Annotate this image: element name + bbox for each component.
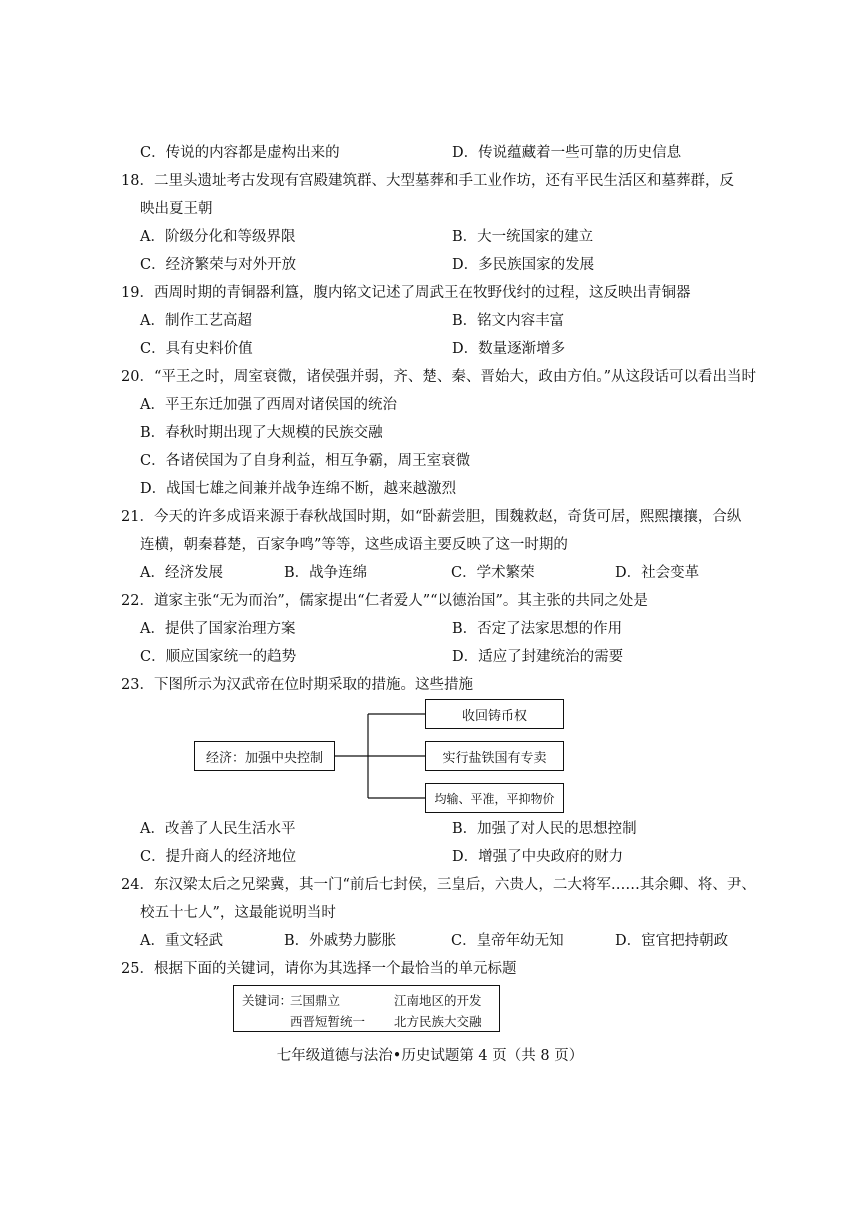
q24-option-d: D．宦官把持朝政: [615, 933, 729, 949]
q22-stem: 22．道家主张“无为而治”，儒家提出“仁者爱人”“以德治国”。其主张的共同之处是: [121, 593, 648, 609]
q23-diagram-branch-3: 均输、平准，平抑物价: [425, 783, 564, 813]
q23-diagram-branch-1: 收回铸币权: [425, 699, 564, 729]
q25-keywords-box: [233, 985, 500, 1032]
q20-option-d: D．战国七雄之间兼并战争连绵不断，越来越激烈: [140, 481, 457, 497]
q18-option-a: A．阶级分化和等级界限: [140, 229, 296, 245]
q23-diagram-branch-2: 实行盐铁国有专卖: [425, 741, 564, 771]
q18-option-b: B．大一统国家的建立: [452, 229, 594, 245]
q19-option-b: B．铭文内容丰富: [452, 313, 565, 329]
q25-keywords-label: 关键词：: [242, 993, 293, 1008]
q18-option-c: C．经济繁荣与对外开放: [140, 257, 297, 273]
q24-option-b: B．外戚势力膨胀: [284, 933, 397, 949]
q24-stem-line-2: 校五十七人”，这最能说明当时: [140, 905, 336, 921]
q18-stem-line-1: 18．二里头遗址考古发现有宫殿建筑群、大型墓葬和手工业作坊，还有平民生活区和墓葬群，反: [121, 173, 734, 189]
q22-option-c: C．顺应国家统一的趋势: [140, 649, 297, 665]
q25-keyword-1: 三国鼎立: [290, 993, 341, 1008]
q18-stem-line-2: 映出夏王朝: [140, 201, 213, 217]
q23-option-c: C．提升商人的经济地位: [140, 849, 297, 865]
q20-option-b: B．春秋时期出现了大规模的民族交融: [140, 425, 383, 441]
q22-option-a: A．提供了国家治理方案: [140, 621, 296, 637]
q24-option-c: C．皇帝年幼无知: [451, 933, 564, 949]
q25-keyword-3: 西晋短暂统一: [290, 1014, 366, 1029]
q23-option-b: B．加强了对人民的思想控制: [452, 821, 637, 837]
q18-option-d: D．多民族国家的发展: [452, 257, 595, 273]
q20-option-c: C．各诸侯国为了自身利益，相互争霸，周王室衰微: [140, 453, 471, 469]
q23-stem: 23．下图所示为汉武帝在位时期采取的措施。这些措施: [121, 677, 473, 693]
q25-keyword-2: 江南地区的开发: [394, 993, 482, 1008]
q21-stem-line-1: 21．今天的许多成语来源于春秋战国时期，如“卧薪尝胆，围魏救赵，奇货可居，熙熙攘攘，合纵: [121, 509, 742, 525]
q21-option-c: C．学术繁荣: [451, 565, 535, 581]
q20-option-a: A．平王东迁加强了西周对诸侯国的统治: [140, 397, 397, 413]
q21-option-b: B．战争连绵: [284, 565, 368, 581]
q24-stem-line-1: 24．东汉梁太后之兄梁冀，其一门“前后七封侯，三皇后，六贵人，二大将军……其余卿、将、尹、: [121, 877, 756, 893]
q19-option-c: C．具有史料价值: [140, 341, 253, 357]
q21-stem-line-2: 连横，朝秦暮楚，百家争鸣”等等，这些成语主要反映了这一时期的: [140, 537, 568, 553]
q19-option-a: A．制作工艺高超: [140, 313, 252, 329]
q22-option-d: D．适应了封建统治的需要: [452, 649, 624, 665]
q17-option-c: C．传说的内容都是虚构出来的: [140, 145, 340, 161]
q23-option-d: D．增强了中央政府的财力: [452, 849, 624, 865]
q23-option-a: A．改善了人民生活水平: [140, 821, 296, 837]
q20-stem: 20．“平王之时，周室衰微，诸侯强并弱，齐、楚、秦、晋始大，政由方伯。”从这段话可以看出当时: [121, 369, 757, 385]
q21-option-d: D．社会变革: [615, 565, 700, 581]
page-footer: 七年级道德与法治•历史试题第 4 页（共 8 页）: [276, 1048, 584, 1064]
q22-option-b: B．否定了法家思想的作用: [452, 621, 623, 637]
q25-keyword-4: 北方民族大交融: [394, 1014, 482, 1029]
q24-option-a: A．重文轻武: [140, 933, 223, 949]
q19-stem: 19．西周时期的青铜器利簋，腹内铭文记述了周武王在牧野伐纣的过程，这反映出青铜器: [121, 285, 691, 301]
q25-stem: 25．根据下面的关键词，请你为其选择一个最恰当的单元标题: [121, 961, 517, 977]
q19-option-d: D．数量逐渐增多: [452, 341, 566, 357]
q21-option-a: A．经济发展: [140, 565, 223, 581]
q23-diagram-root: 经济：加强中央控制: [194, 741, 335, 771]
q17-option-d: D．传说蕴藏着一些可靠的历史信息: [452, 145, 682, 161]
